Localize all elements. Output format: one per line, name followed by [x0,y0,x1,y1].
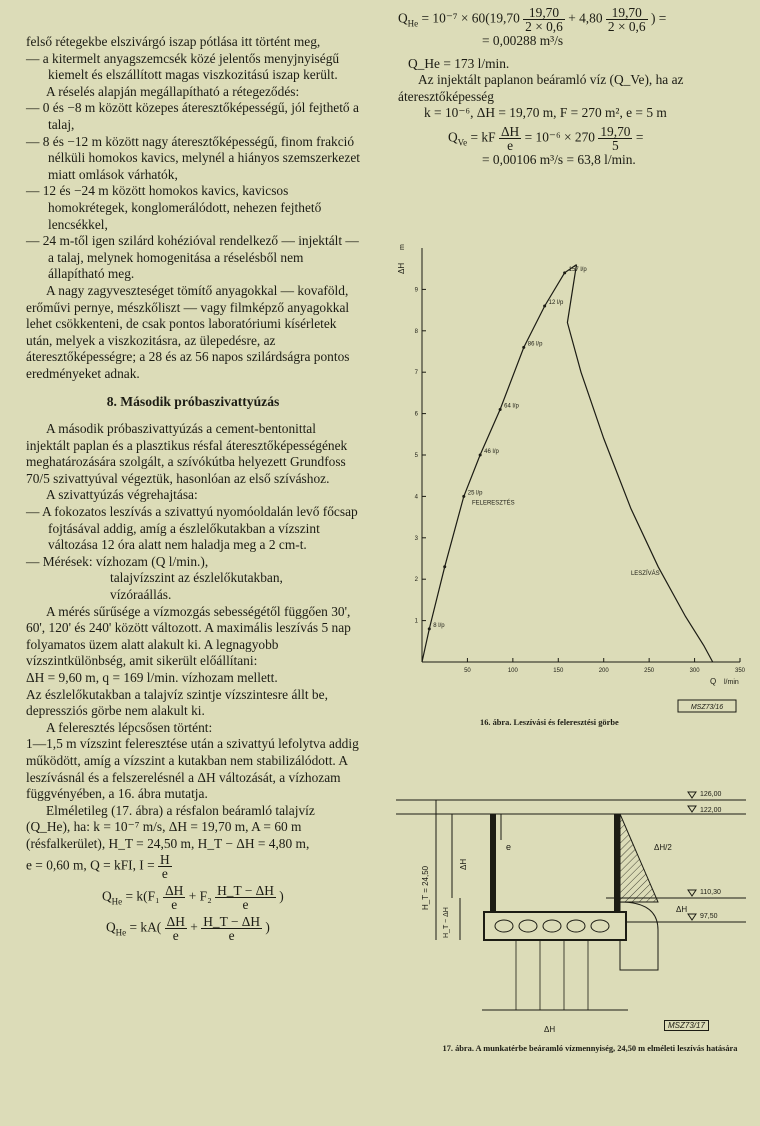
figure-16-caption: 16. ábra. Leszívási és feleresztési görbe [480,718,619,727]
y-axis-unit: m [399,244,406,250]
level-label: 110,30 [700,889,721,896]
exec-item: — A fokozatos leszívás a szivattyú nyomóoldalán levő főcsap fojtásával addig, amíg a észlelőkutakban a vízszint változása 12 óra alatt nem haladja meg a 2 cm-t. [26,504,358,553]
x-tick-label: 150 [553,668,564,674]
series-line-leszivas [567,265,712,662]
y-tick-label: 6 [414,411,418,418]
figure-17-diagram [396,770,756,1040]
y-tick-label: 8 [414,328,418,335]
figure-16-chart [397,230,760,720]
level-marker-icon [688,914,696,920]
x-tick-label: 200 [598,668,609,674]
para-inj: Az injektált paplanon beáramló víz (Q_Ve), ha az áteresztőképesség [398,72,684,104]
layer-item: — 12 és −24 m között homokos kavics, kavicsos homokrétegek, konglomerálódott, nehezen fejthető lencsékkel, [26,183,322,232]
exec-item: — Mérések: vízhozam (Q l/min.), [26,553,209,569]
para-loss: A nagy zagyveszteséget tömítő anyagokkal — kovaföld, erőművi pernye, mészkőliszt — vagy filmképző anyagokkal lehet csökkenteni, de csak pontos laboratóriumi kísérletek után, melyek a viszkozitásra, az ülepedésre, az áteresztőképességre; a 28 és az 56 napos szilárdságra pontos eredményeket adnak. [26,282,350,381]
layers-intro: A réselés alapján megállapítható a rétegeződés: [46,83,300,99]
level-label: 97,50 [700,913,718,920]
data-point [543,304,546,307]
layer-item: — 24 m-től igen szilárd kohézióval rendelkező — injektált — a talaj, melynek homogenitása a réselésből nem állapítható meg. [26,233,359,282]
y-tick-label: 7 [414,370,418,377]
x-tick-label: 50 [464,668,471,674]
exec-sub: vízóraállás. [110,587,172,602]
eq-qhe-top: $Q_{He} = 10^{-7} \times 60(19,70$ $\frac{19,70}{2 \times 0,6}$ + 4,80 $\frac{19,70}{2 \times 0,6}$ ) = [398,5,667,34]
section-heading: 8. Második próbaszivattyúzás [106,394,280,410]
label-dh-half: ΔH/2 [654,843,672,852]
x-tick-label: 250 [644,668,655,674]
data-label: 25 l/p [467,490,483,497]
level-label: 122,00 [700,807,722,814]
x-tick-label: 350 [734,668,746,674]
left-text-top [26,34,360,942]
level-marker-icon [688,792,696,798]
data-point [462,495,465,498]
data-label: 46 l/p [484,449,499,455]
y-tick-label: 2 [414,577,418,584]
pressure-triangle [620,814,658,902]
data-label: 12 l/p [548,299,564,306]
y-tick-label: 5 [414,453,418,459]
rise-intro: A feleresztés lépcsősen történt: [46,719,213,735]
label-dh-bottom: ΔH [544,1025,556,1034]
level-marker-icon [688,806,696,812]
data-point [443,565,446,568]
layer-item: — 8 és −12 m között nagy áteresztőképességű, finom frakció nélküli homokos kavics, melynél a hiányos szemszerkezet miatt omlások várhatók, [26,133,360,182]
curve-label-feleresztes: FELERESZTÉS [471,500,515,507]
para-top-2: — a kitermelt anyagszemcsék közé jelentős menyjnyiségű kiemelt és elszállított magas viszkozitású iszap került. [26,50,340,83]
data-point [479,454,482,457]
eq-2: $Q_{He} = kA$( $\frac{\Delta H}{e}$ + $\frac{H\_T - \Delta H}{e}$ ) [106,913,270,943]
para-meas2: Az észlelőkutakban a talajvíz szintje vízszintesre állt be, depressziós görbe nem alakult ki. [26,686,328,719]
injected-blanket [484,912,626,940]
exec-intro: A szivattyúzás végrehajtása: [46,487,198,503]
y-tick-label: 3 [414,535,418,542]
label-e: e [506,842,512,852]
level-label: 126,00 [700,791,722,798]
data-label: 8 l/p [433,622,445,629]
flow-lines [516,940,588,1010]
y-axis-label: ΔH [397,262,406,274]
y-tick-label: 9 [414,287,418,294]
frac-h-over-e: $\frac{H}{e}$ [160,851,170,881]
data-label: 64 l/p [504,403,519,410]
label-dh: ΔH [459,858,468,870]
curve-label-leszivas: LESZÍVÁS [630,571,660,578]
eq-qhe-result: = 0,00288 m³/s [482,33,564,48]
exec-sub: talajvízszint az észlelőkutakban, [110,570,283,586]
data-label: 86 l/p [527,341,543,348]
y-tick-label: 4 [414,494,418,501]
x-axis-unit: l/min [724,679,739,686]
label-ht: H_T = 24,50 [421,865,430,910]
data-point [499,408,502,411]
level-marker-icon [688,890,696,896]
para-top-1: felső rétegekbe elszivárgó iszap pótlása itt történt meg, [26,34,321,49]
figure-17-caption: 17. ábra. A munkatérbe beáramló vízmennyiség, 24,50 m elméleti leszívás hatására [442,1044,738,1053]
para-rise: 1—1,5 m vízszint feleresztése után a szivattyú lefolytva addig működött, amíg a vízszint a kutakban nem stabilizálódott. A leszívásnál és a felszerelésnél a ΔH változását, a vízhozam függvényében, a 16. ábra mutatja. [26,736,359,802]
para-theory: Elméletileg (17. ábra) a résfalon beáramló talajvíz (Q_He), ha: k = 10⁻⁷ m/s, ΔH = 19,70 m, A = 60 m (résfalkerület), H_T = 24,50 m, H_T − ΔH = 4,80 m, [26,802,315,851]
x-tick-label: 100 [507,668,518,674]
inj-params: k = 10⁻⁶, ΔH = 19,70 m, F = 270 m², e = 5 m [424,105,667,121]
label-ht-dh: H_T − ΔH [443,907,450,938]
data-point [522,346,525,349]
layer-item: — 0 és −8 m között közepes áteresztőképességű, jól fejthető a talaj, [26,100,359,132]
para-second: A második próbaszivattyúzás a cement-bentonittal injektált paplan és a plasztikus résfal áteresztőképességének meghatározására szolgált, a szívókútba helyezett Grundfoss 70/5 szivattyúval végeztük, hasonlóan az első szíváshoz. [26,421,348,486]
para-meas: A mérés sűrűsége a vízmozgás sebességétől függően 30', 60', 120' és 240' között változott. A maximális leszívás 5 nap folyamatos üzem alatt alakult ki. A legnagyobb vízszintkülönbség, amit sikerült előállítani: [26,603,351,669]
figure-16-code: MSZ73/16 [690,704,724,711]
data-point [428,627,431,630]
label-dh-right: ΔH [676,905,688,914]
eq-params: e = 0,60 m, Q = kFI, I = $\frac{H}{e}$ [26,851,170,881]
x-tick-label: 300 [689,668,700,674]
eq-1: $Q_{He} = k(F_1$ $\frac{\Delta H}{e}$ + F₂ $\frac{H\_T - \Delta H}{e}$ ) [102,882,284,912]
data-label: 157 l/p [568,266,587,273]
y-tick-label: 1 [414,618,418,625]
eq-qhe-value: Q_He = 173 l/min. [408,55,510,71]
eq-qve: $Q_{Ve}$ = kF $\frac{\Delta H}{e}$ = 10⁻⁶ × 270 $\frac{19,70}{5}$ = [448,123,644,153]
series-line-feleresztes [422,265,577,662]
eq-qve-result: = 0,00106 m³/s = 63,8 l/min. [482,151,636,167]
data-point [563,271,566,274]
meas-values: ΔH = 9,60 m, q = 169 l/min. vízhozam mellett. [26,669,278,685]
x-axis-label: Q [710,677,717,686]
figure-17-code: MSZ73/17 [664,1020,709,1031]
right-text-top [398,6,758,169]
